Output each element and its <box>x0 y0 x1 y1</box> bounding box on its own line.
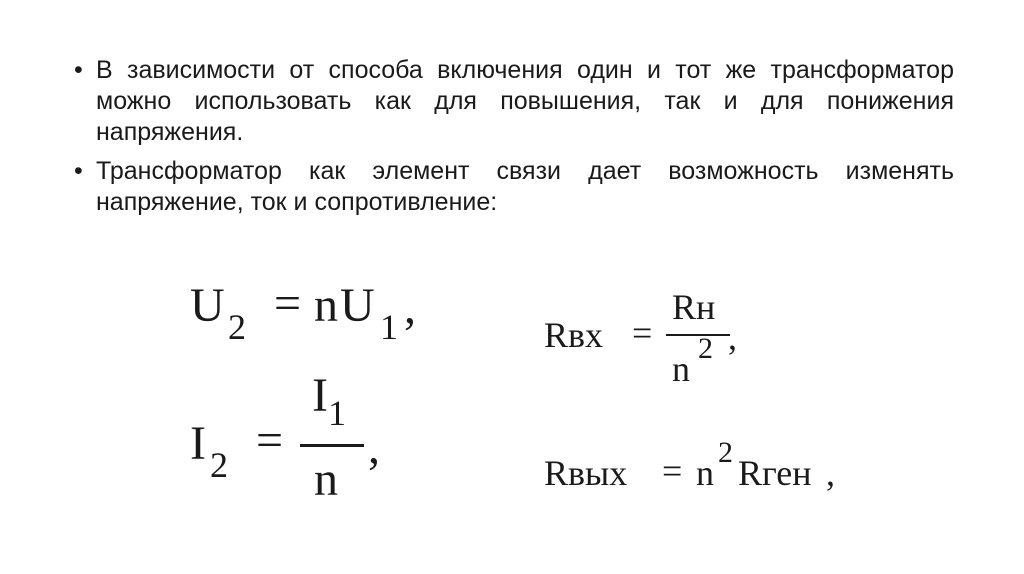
voltage-lhs-subscript: 2 <box>228 307 246 347</box>
rin-comma: , <box>728 317 737 357</box>
bullet-item <box>74 55 954 148</box>
voltage-comma: , <box>404 281 416 334</box>
formula-current <box>190 368 410 518</box>
voltage-rhs: U <box>340 279 375 332</box>
bullet-list <box>74 55 954 226</box>
current-equals: = <box>256 414 284 467</box>
current-numerator: I <box>312 369 328 422</box>
rout-coefficient-superscript: 2 <box>718 436 733 469</box>
rin-equals: = <box>632 313 653 353</box>
bullet-marker: • <box>74 157 83 185</box>
bullet-text: Трансформатор как элемент связи дает возможность изменять напряжение, ток и сопротивление: <box>96 157 954 216</box>
rin-lhs: Rвх <box>544 315 604 355</box>
rin-denominator-superscript: 2 <box>698 332 713 365</box>
bullet-marker: • <box>74 56 83 84</box>
rout-equals: = <box>662 451 683 491</box>
rout-lhs: Rвых <box>544 453 628 493</box>
rout-comma: , <box>826 453 835 493</box>
formula-voltage <box>190 278 450 358</box>
formula-output-resistance <box>544 438 864 508</box>
current-lhs-subscript: 2 <box>210 445 228 485</box>
voltage-equals: = <box>274 277 302 330</box>
current-lhs: I <box>190 417 206 470</box>
bullet-text: В зависимости от способа включения один и тот же трансформатор можно использовать как для повышения, так и для понижения напряжения. <box>96 56 954 146</box>
voltage-rhs-subscript: 1 <box>380 307 398 347</box>
rin-numerator: Rн <box>672 287 716 327</box>
rin-denominator: n <box>672 349 690 389</box>
current-denominator: n <box>314 453 338 506</box>
current-comma: , <box>368 421 380 474</box>
current-fraction-bar <box>300 444 364 447</box>
voltage-coefficient: n <box>314 279 338 332</box>
formula-input-resistance <box>544 286 774 406</box>
rout-coefficient: n <box>696 453 714 493</box>
bullet-item <box>74 156 954 218</box>
voltage-lhs: U <box>190 279 225 332</box>
rout-rhs: Rген <box>738 453 812 493</box>
current-numerator-subscript: 1 <box>328 393 346 433</box>
